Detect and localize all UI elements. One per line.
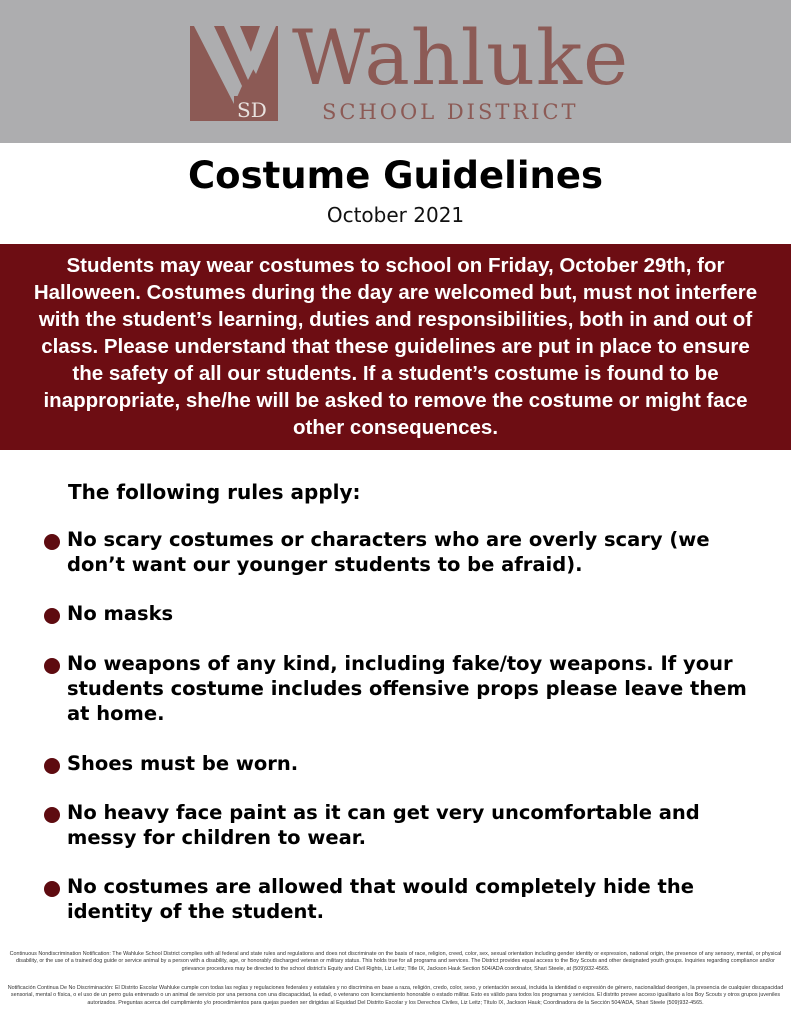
bullet-dot-icon <box>44 658 60 674</box>
page-title: Costume Guidelines <box>188 154 603 197</box>
logo-wordmark: Wahluke <box>292 13 630 102</box>
bullet-dot-icon <box>44 881 60 897</box>
wahluke-logo-icon <box>190 26 278 121</box>
rule-text: No masks <box>67 602 174 625</box>
intro-paragraph: Students may wear costumes to school on Friday, October 29th, for Halloween. Costumes during the day are welcomed but, must not interfere with the student’s learning, duties and responsibilities, both in and out of class. Please understand that these guidelines are put in place to ensure the safety of all our students. If a student’s costume is found to be inappropriate, she/he will be asked to remove the costume or might face other consequences. <box>33 254 758 439</box>
rule-text: No weapons of any kind, including fake/toy weapons. If your students costume includes offensive props please leave them at home. <box>67 652 747 725</box>
rule-text: No heavy face paint as it can get very uncomfortable and messy for children to wear. <box>67 801 700 849</box>
document-date: October 2021 <box>326 203 465 227</box>
rule-text: No scary costumes or characters who are overly scary (we don’t want our younger students to be afraid). <box>67 528 710 576</box>
header-band <box>0 0 791 143</box>
bullet-dot-icon <box>44 534 60 550</box>
logo-subtitle: SCHOOL DISTRICT <box>322 100 579 124</box>
nondiscrimination-notice-english: Continuous Nondiscrimination Notification: The Wahluke School District complies with all federal and state rules and regulations and does not discriminate on the basis of race, religion, creed, color, sex, sexual orientation including gender identity or expression, national origin, the presence of any sensory, mental, or physical disability, or the use of a trained dog guide or service animal by a person with a disability, age, or honorably discharged veteran or military status. This holds true for all programs and services. The District provides equal access to the Boy Scouts and other designated youth groups. Inquiries regarding compliance and/or grievance procedures may be directed to the school district’s Equity and Civil Rights, Liz Leitz; Title IX, Jackson Hauk Section 504/ADA coordinator, Shari Steele, at (509)932-4565. <box>9 951 782 972</box>
bullet-dot-icon <box>44 758 60 774</box>
rules-heading: The following rules apply: <box>68 480 361 504</box>
rule-text: Shoes must be worn. <box>67 752 299 775</box>
bullet-dot-icon <box>44 807 60 823</box>
bullet-dot-icon <box>44 608 60 624</box>
rule-text: No costumes are allowed that would completely hide the identity of the student. <box>67 875 694 923</box>
logo-monogram: SD <box>237 98 267 121</box>
nondiscrimination-notice-spanish: Notificación Continua De No Discriminación: El Distrito Escolar Wahluke cumple con todas las reglas y regulaciones federales y estatales y no discrimina en base a raza, religión, credo, color, sexo, y orientación sexual, incluida la identidad o expresión de género, nacionalidad deorigen, la presencia de cualquier discapacidad sensorial, mental o física, o el uso de un perro guía entrenado o un animal de servicio por una persona con una discapacidad, la edad, o veterano con licenciamiento honorable o estado militar. Esto es válido para todos los programas y servicios. El distrito provee acceso igualitario a los Boy Scouts y otros grupos juveniles autorizados. Preguntas acerca del cumplimiento y/o procedimientos para quejas pueden ser dirigidas al Equidad Del Distrito Escolar y los Derechos Civiles, Liz Leitz; Título IX, Jackson Hauk; Coordinadora de la Sección 504/ADA, Shari Steele (509)932-4565. <box>7 985 784 1006</box>
